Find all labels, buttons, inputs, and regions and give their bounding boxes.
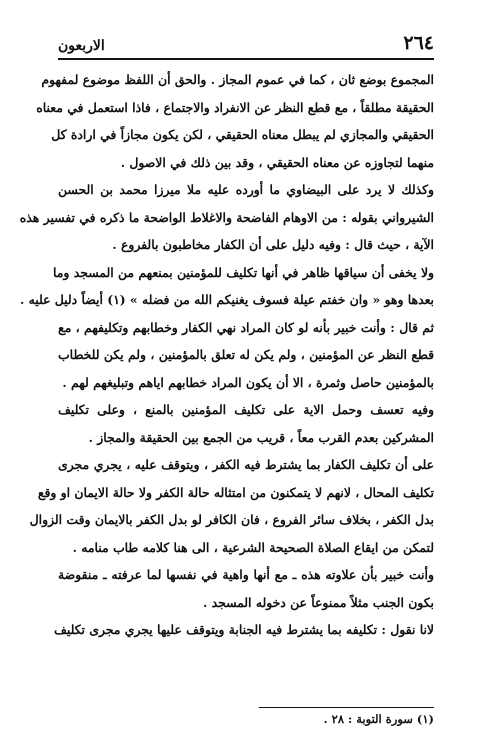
text-line: المشركين بعدم القرب معاً ، قريب من الجمع بين الحقيقة والمجاز .: [88, 429, 434, 445]
text-line: وفيه تعسف وحمل الاية على تكليف المؤمنين بالمنع ، وعلى تكليف: [58, 402, 434, 417]
text-line: الآية ، حيث قال : وفيه دليل على أن الكفار مخاطبون بالفروع .: [112, 237, 434, 252]
page-header: [58, 28, 434, 54]
text-line: قطع النظر عن المؤمنين ، ولم يكن له تعلق بالمؤمنين ، ولم يكن للخطاب: [58, 347, 434, 362]
text-line: المجموع بوضع ثان ، كما في عموم المجاز . والحق أن اللفظ موضوع لمفهوم: [41, 72, 434, 87]
text-line: ولا يخفى أن سياقها ظاهر في أنها تكليف للمؤمنين بمنعهم من المسجد وما: [53, 264, 434, 280]
page-number: ٢٦٤: [403, 32, 434, 54]
text-line: وكذلك لا يرد على البيضاوي ما أورده عليه ملا ميرزا محمد بن الحسن: [58, 182, 434, 197]
footnote: (١) سورة التوبة : ٢٨ .: [323, 712, 434, 726]
text-line: الحقيقي والمجازي لم يبطل معناه الحقيقي ، لكن يكون مجازاً في ارادة كل: [51, 127, 434, 142]
text-line: وأنت خبير بأن علاوته هذه ـ مع أنها واهية في نفسها لما عرفته ـ منقوضة: [58, 567, 434, 582]
footnote-rule: [259, 707, 434, 708]
text-line: بدل الكفر ، بخلاف سائر الفروع ، فان الكافر لو بدل الكفر بالايمان وقت الزوال: [29, 512, 434, 527]
running-title: الاربعون: [58, 38, 105, 54]
text-line: الحقيقة مطلقاً ، مع قطع النظر عن الانفراد والاجتماع ، فاذا استعمل في معناه: [36, 99, 434, 115]
text-line: منهما لتجاوزه عن معناه الحقيقي ، وقد بين ذلك في الاصول .: [120, 154, 434, 170]
text-line: بكون الجنب مثلاً ممنوعاً عن دخوله المسجد .: [202, 594, 434, 610]
text-line: بعدها وهو « وان خفتم عيلة فسوف يغنيكم الله من فضله » (١) أيضاً دليل عليه .: [19, 292, 434, 307]
text-line: بالمؤمنين حاصل وثمرة ، الا أن يكون المراد خطابهم اياهم وتبليغهم لهم .: [62, 374, 434, 390]
text-line: لانا نقول : تكليفه بما يشترط فيه الجنابة ويتوقف عليها يجري مجرى تكليف: [54, 622, 434, 637]
body-text: [19, 66, 434, 644]
text-line: لتمكن من ايقاع الصلاة الصحيحة الشرعية ، الى هنا كلامه طاب منامه .: [72, 539, 434, 555]
text-line: ثم قال : وأنت خبير بأنه لو كان المراد نهي الكفار وخطابهم وتكليفهم ، مع: [58, 319, 434, 335]
text-line: الشيرواني بقوله : من الاوهام الفاضحة والاغلاط الواضحة ما ذكره في تفسير هذه: [19, 209, 434, 225]
text-line: تكليف المحال ، لانهم لا يتمكنون من امتثاله حالة الكفر ولا حالة الايمان او وقع: [37, 484, 434, 500]
text-line: على أن تكليف الكفار بما يشترط فيه الكفر ، ويتوقف عليه ، يجري مجرى: [58, 457, 434, 472]
header-rule: [58, 58, 434, 60]
